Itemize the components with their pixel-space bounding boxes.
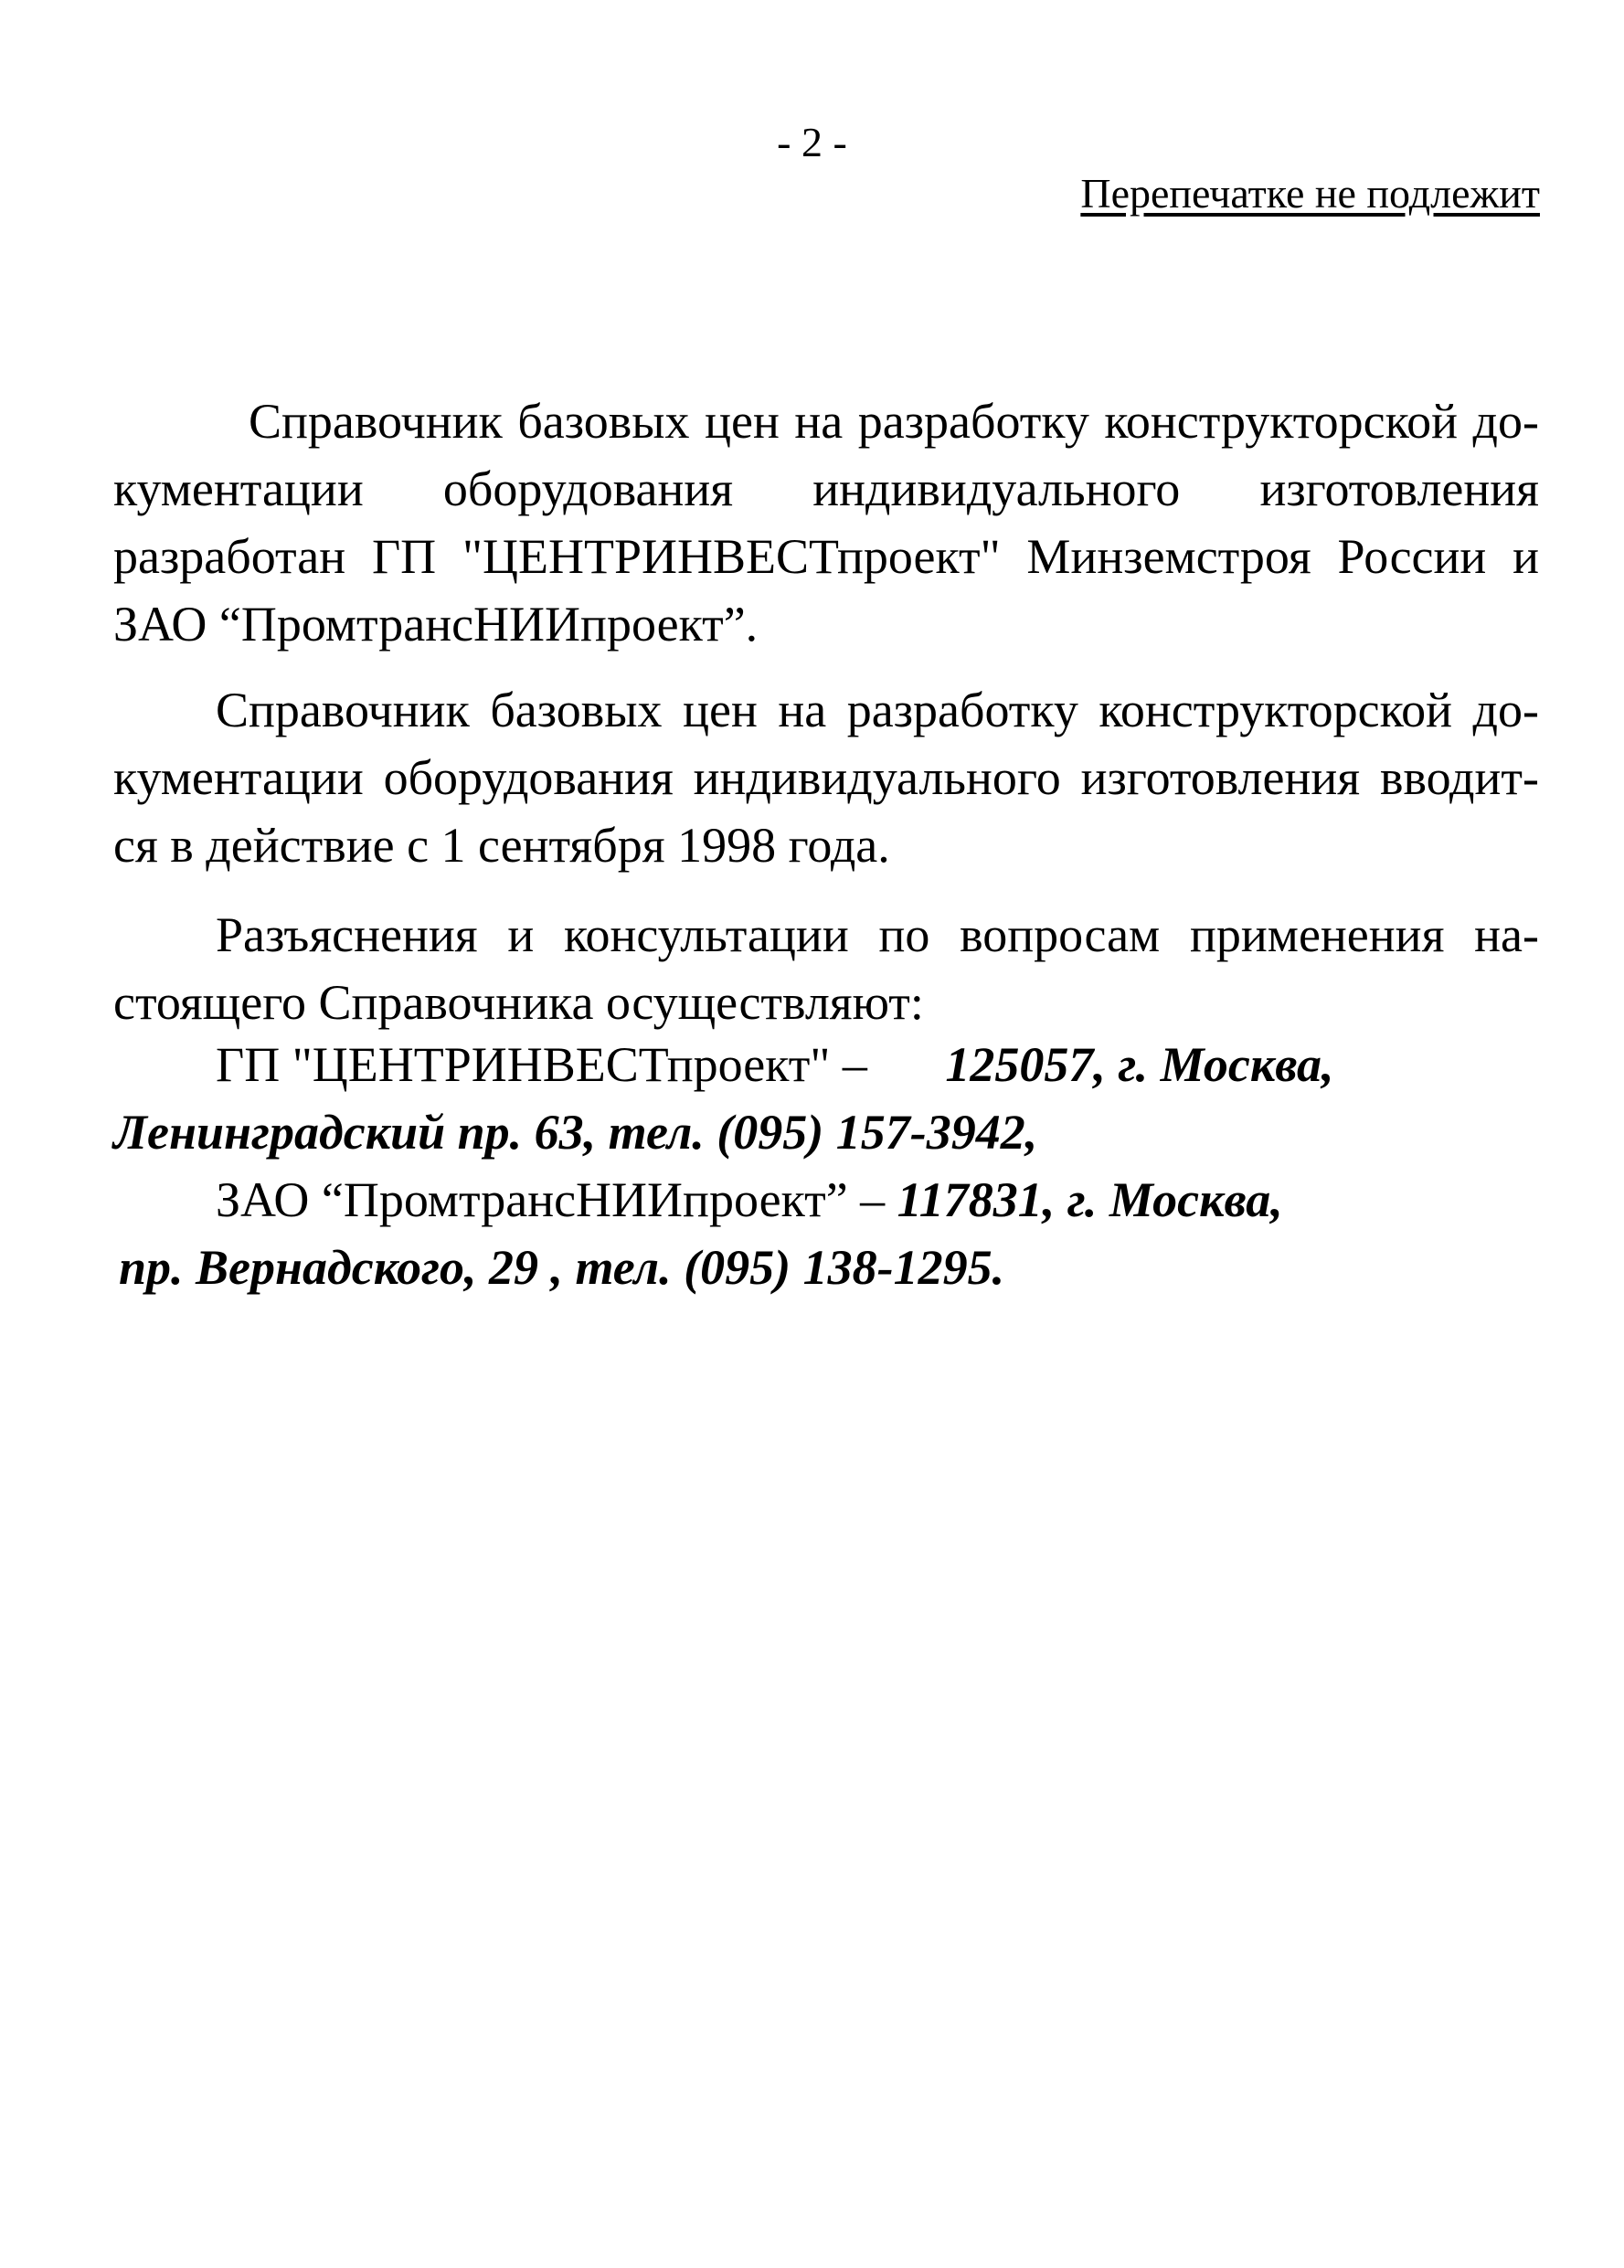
org2-address-line: пр. Вернадского, 29 , тел. (095) 138-1295. [119,1240,1005,1295]
paragraph-line: кументации оборудования индивидуального изготовления [113,461,1539,516]
org1-address: 125057, г. Москва, [945,1037,1334,1092]
org1-address-line: Ленинградский пр. 63, тел. (095) 157-3942, [113,1105,1038,1160]
paragraph-line: разработан ГП "ЦЕНТРИНВЕСТпроект" Минземстроя России и [113,529,1539,584]
contact-org2-line [113,1166,1539,1234]
paragraph-line: ся в действие с 1 сентября 1998 года. [113,818,890,873]
page-number: - 2 - [777,119,847,165]
org2-address: 117831, г. Москва, [897,1172,1283,1227]
paragraph-line: Справочник базовых цен на разработку конструкторской до- [216,683,1539,737]
paragraph-line: стоящего Справочника осуществляют: [113,975,924,1030]
paragraph-effective-date [113,676,1539,879]
paragraph-developers [113,387,1539,658]
org1-name: ГП "ЦЕНТРИНВЕСТпроект" – [216,1037,867,1092]
paragraph-line: Разъяснения и консультации по вопросам применения на- [216,907,1539,962]
contacts-block [113,1031,1539,1301]
paragraph-consultations [113,901,1539,1036]
paragraph-line: кументации оборудования индивидуального изготовления вводит- [113,750,1539,805]
paragraph-line: Справочник базовых цен на разработку конструкторской до- [249,394,1539,449]
contact-org1-line [113,1031,1539,1098]
org2-name: ЗАО “ПромтрансНИИпроект” – [216,1172,886,1227]
paragraph-line: ЗАО “ПромтрансНИИпроект”. [113,597,759,652]
reprint-notice: Перепечатке не подлежит [1080,170,1540,217]
